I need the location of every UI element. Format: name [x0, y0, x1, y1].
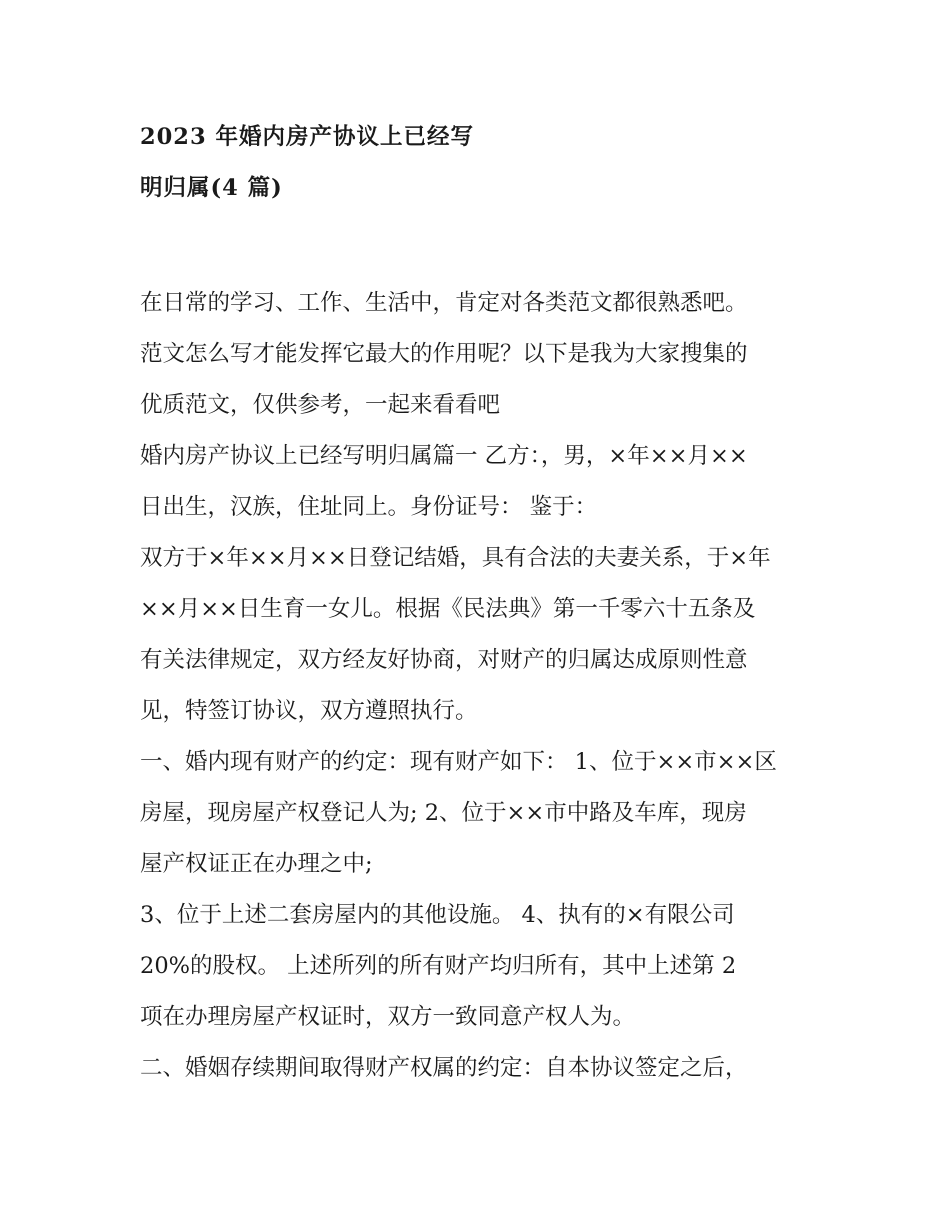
body-line: ××月××日生育一女儿。根据《民法典》第一千零六十五条及	[140, 596, 756, 622]
body-line: 房屋，现房屋产权登记人为; 2、位于××市中路及车库，现房	[140, 800, 747, 826]
body-line: 3、位于上述二套房屋内的其他设施。 4、执有的×有限公司	[140, 902, 735, 928]
document-title	[140, 112, 820, 214]
body-line: 二、婚姻存续期间取得财产权属的约定：自本协议签定之后，	[140, 1055, 748, 1081]
document-body	[140, 278, 820, 1094]
body-line: 双方于×年××月××日登记结婚，具有合法的夫妻关系，于×年	[140, 545, 771, 571]
body-line: 项在办理房屋产权证时，双方一致同意产权人为。	[140, 1004, 636, 1030]
body-line: 婚内房产协议上已经写明归属篇一 乙方：，男，×年××月××	[140, 443, 748, 469]
body-line: 优质范文，仅供参考，一起来看看吧	[140, 392, 501, 418]
body-line: 日出生，汉族，住址同上。身份证号： 鉴于：	[140, 494, 598, 520]
body-line: 一、婚内现有财产的约定：现有财产如下： 1、位于××市××区	[140, 749, 777, 775]
body-line: 有关法律规定，双方经友好协商，对财产的归属达成原则性意	[140, 647, 748, 673]
body-line: 在日常的学习、工作、生活中，肯定对各类范文都很熟悉吧。	[140, 290, 748, 316]
title-line: 明归属(4 篇)	[140, 175, 283, 201]
body-line: 20%的股权。 上述所列的所有财产均归所有，其中上述第 2	[140, 953, 737, 979]
body-line: 范文怎么写才能发挥它最大的作用呢？以下是我为大家搜集的	[140, 341, 748, 367]
body-line: 屋产权证正在办理之中;	[140, 851, 373, 877]
title-line: 2023 年婚内房产协议上已经写	[140, 124, 474, 150]
body-line: 见，特签订协议，双方遵照执行。	[140, 698, 478, 724]
